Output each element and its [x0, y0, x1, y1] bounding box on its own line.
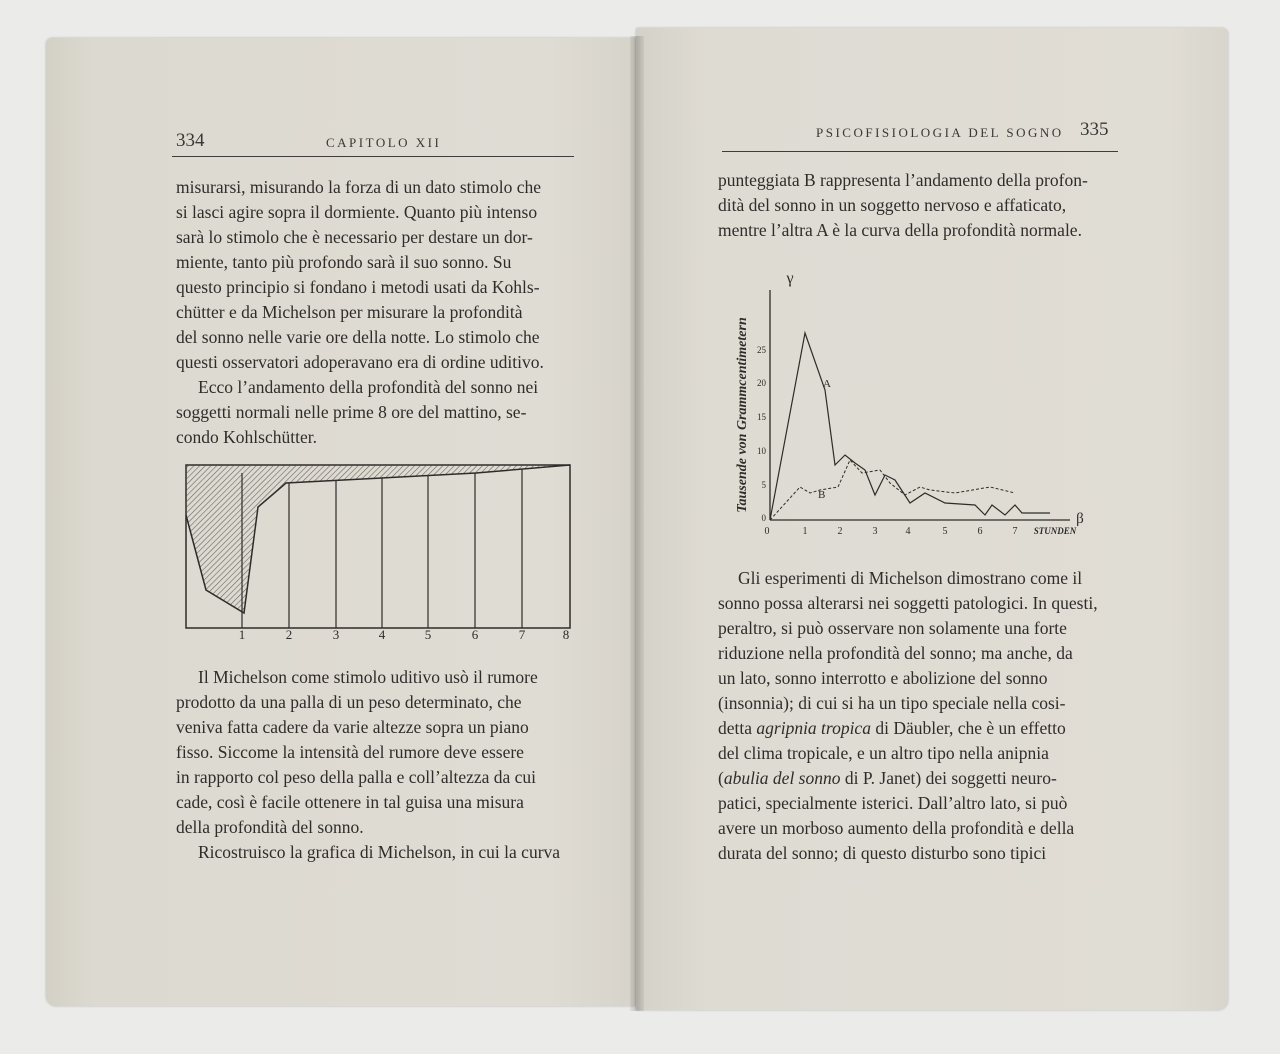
- text-line: questi osservatori adoperavano era di ordine uditivo.: [176, 352, 544, 372]
- text-run: di P. Janet) dei soggetti neuro-: [840, 768, 1057, 788]
- text-line: Ricostruisco la grafica di Michelson, in cui la curva: [198, 842, 561, 862]
- x-axis-label: STUNDEN: [1033, 526, 1077, 536]
- x-tick-label: 4: [905, 526, 911, 537]
- x-tick-label: 8: [562, 627, 570, 642]
- text-line: misurarsi, misurando la forza di un dato stimolo che: [176, 177, 541, 197]
- text-run: (: [718, 768, 724, 788]
- curve-b-label: B: [818, 489, 826, 501]
- text-line: peraltro, si può osservare non solamente una forte: [718, 618, 1067, 638]
- x-tick-label: 4: [378, 627, 386, 642]
- x-tick-label: 6: [977, 526, 983, 537]
- text-line: sonno possa alterarsi nei soggetti patologici. In questi,: [718, 593, 1098, 613]
- text-line: un lato, sonno interrotto e abolizione del sonno: [718, 668, 1048, 688]
- text-line: riduzione nella profondità del sonno; ma anche, da: [718, 643, 1073, 663]
- text-line: miente, tanto più profondo sarà il suo sonno. Su: [176, 252, 512, 272]
- y-tick-label: 15: [757, 412, 766, 422]
- text-line: si lasci agire sopra il dormiente. Quanto più intenso: [176, 202, 538, 222]
- x-tick-label: 5: [424, 627, 432, 642]
- y-tick-label: 5: [761, 480, 766, 490]
- text-line: veniva fatta cadere da varie altezze sopra un piano: [176, 717, 529, 737]
- x-tick-label: 5: [942, 526, 948, 537]
- left-header-rule: [172, 156, 574, 157]
- text-line: avere un morboso aumento della profondità e della: [718, 818, 1075, 838]
- text-line: punteggiata B rappresenta l’andamento della profon-: [718, 170, 1088, 190]
- curve-b: [770, 460, 1015, 520]
- text-line: cade, così è facile ottenere in tal guisa una misura: [176, 792, 524, 812]
- text-line: patici, specialmente isterici. Dall’altro lato, si può: [718, 793, 1068, 813]
- book-gutter: [630, 36, 644, 1011]
- x-tick-label: 3: [872, 526, 878, 537]
- curve-a-label: A: [823, 378, 831, 390]
- text-line: della profondità del sonno.: [176, 817, 364, 837]
- right-running-head: PSICOFISIOLOGIA DEL SOGNO: [816, 125, 1064, 140]
- michelson-figure: [730, 265, 1090, 540]
- y-tick-label: 10: [757, 446, 766, 456]
- text-line: [718, 767, 1057, 789]
- italic-term: abulia del sonno: [723, 768, 841, 788]
- left-running-head: CAPITOLO XII: [326, 135, 442, 150]
- y-tick-label: 20: [757, 378, 766, 388]
- text-line: chütter e da Michelson per misurare la profondità: [176, 302, 523, 322]
- x-tick-label: 0: [764, 526, 770, 537]
- text-line: soggetti normali nelle prime 8 ore del mattino, se-: [176, 402, 527, 422]
- text-line: mentre l’altra A è la curva della profondità normale.: [718, 220, 1082, 240]
- shaded-area: [186, 465, 570, 613]
- text-line: Ecco l’andamento della profondità del sonno nei: [198, 377, 539, 397]
- text-run: di Däubler, che è un effetto: [870, 718, 1066, 738]
- x-tick-label: 2: [837, 526, 843, 537]
- right-header-rule: [722, 151, 1118, 152]
- text-line: durata del sonno; di questo disturbo sono tipici: [718, 843, 1047, 863]
- y-axis-symbol: γ: [786, 270, 794, 287]
- text-line: fisso. Siccome la intensità del rumore deve essere: [176, 742, 524, 762]
- text-line: condo Kohlschütter.: [176, 427, 317, 447]
- x-tick-label: 7: [518, 627, 526, 642]
- italic-term: agripnia tropica: [756, 718, 871, 738]
- text-run: detta: [718, 718, 757, 738]
- text-line: Il Michelson come stimolo uditivo usò il rumore: [198, 667, 538, 687]
- x-tick-label: 6: [471, 627, 479, 642]
- text-line: questo principio si fondano i metodi usati da Kohls-: [176, 277, 540, 297]
- text-line: in rapporto col peso della palla e coll’altezza da cui: [176, 767, 537, 787]
- x-tick-label: 7: [1012, 526, 1018, 537]
- left-page-number: 334: [176, 130, 205, 151]
- text-line: sarà lo stimolo che è necessario per destare un dor-: [176, 227, 533, 247]
- text-line: (insonnia); di cui si ha un tipo speciale nella cosi-: [718, 693, 1066, 713]
- x-axis-symbol: β: [1076, 511, 1084, 527]
- x-tick-label: 2: [285, 627, 293, 642]
- y-tick-label: 25: [757, 345, 766, 355]
- text-line: dità del sonno in un soggetto nervoso e affaticato,: [718, 195, 1067, 215]
- y-axis-label: Tausende von Grammcentimetern: [735, 317, 750, 513]
- x-tick-label: 1: [802, 526, 808, 537]
- x-tick-label: 3: [332, 627, 340, 642]
- x-tick-label: 1: [238, 627, 246, 642]
- text-line: del sonno nelle varie ore della notte. Lo stimolo che: [176, 327, 540, 347]
- right-page-number: 335: [1080, 119, 1109, 140]
- text-line: Gli esperimenti di Michelson dimostrano come il: [738, 568, 1083, 588]
- text-line: prodotto da una palla di un peso determinato, che: [176, 692, 522, 712]
- y-tick-label: 0: [761, 513, 766, 523]
- text-line: [718, 717, 1066, 739]
- kohlschutter-figure: [176, 455, 576, 645]
- text-line: del clima tropicale, e un altro tipo nella anipnia: [718, 743, 1049, 763]
